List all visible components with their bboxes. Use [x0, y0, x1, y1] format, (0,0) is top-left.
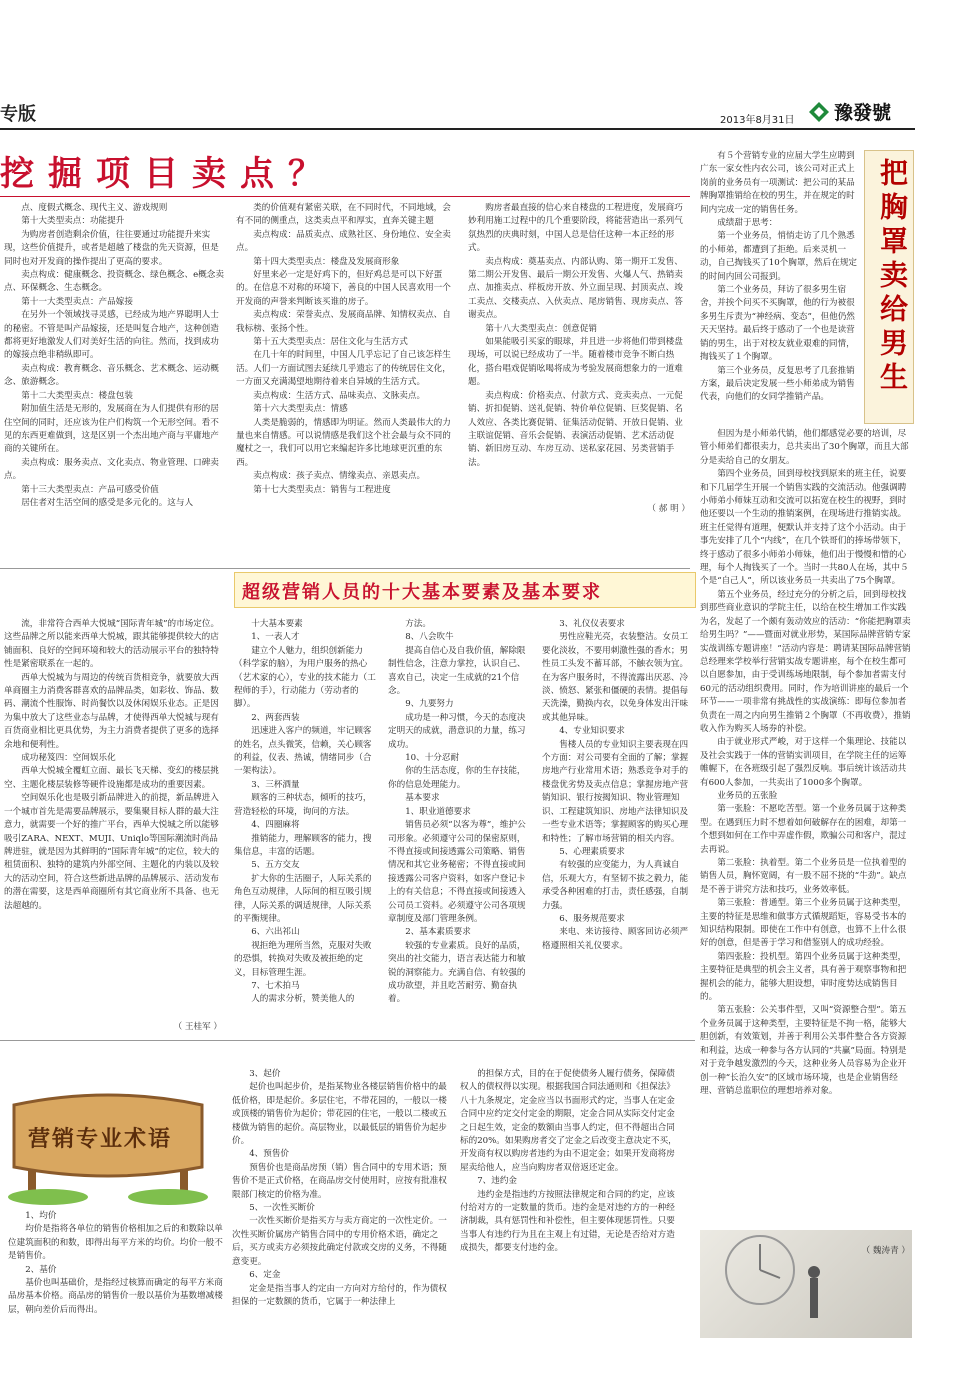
article3-col1-paragraph: 1、一表人才 [251, 632, 300, 643]
article3-col2-paragraph: 成功是一种习惯，今天的态度决定明天的成就，潜意识的力量，练习成功。 [388, 712, 526, 750]
brand-diamond-icon [808, 101, 830, 123]
article1-col2-paragraph: 卖点构成：品质卖点、成熟社区、身份地位、安全卖点。 [236, 229, 451, 254]
article1-col3 [468, 202, 690, 522]
article5-col-bottom [700, 428, 912, 1268]
article3-col1-paragraph: 3、三杯酒量 [251, 779, 300, 790]
issue-date: 2013年8月31日 [720, 115, 795, 126]
article1-col3-paragraph: 第十八大类型卖点：创意促销 [485, 323, 597, 334]
article5-col-bottom-paragraph: 但因为是小师弟代销，他们都感觉必要的培训，尽管小师弟们都很卖力，总共卖出了30个胸罩，而且大部分是卖给自己的女朋友。 [700, 429, 909, 466]
article3-col3-paragraph: 男性应鞋光亮，衣装整洁。女员工要化淡妆，不要用刺激性强的香水；男性员工头发不蓄耳部，不触衣领为宜。在为客户服务时，不得流露出厌恶、冷淡、愤怒、紧张和僵硬的表情。提倡每天洗澡，勤换内衣，以免身体发出汗味或其他异味。 [542, 632, 689, 723]
article5-title: 把胸罩卖给男生 [876, 158, 909, 396]
article3-col1-paragraph: 顾客的三种状态，倾听的技巧，营造轻松的环境，询问的方法。 [234, 793, 372, 817]
article1-col1-paragraph: 点、度假式概念、现代主义、游戏规则 [21, 203, 168, 213]
article3-col1-paragraph: 2、两套西装 [251, 712, 300, 723]
article1-col2 [236, 202, 456, 562]
article4-col2-paragraph: 4、预售价 [249, 1149, 290, 1160]
article2-col1-paragraph: 空间娱乐化也是吸引新品牌进入的前提，新品牌进入一个城市首先是需要品牌展示，要集聚目标人群的最大注意力，就需要一个好的推广平台，西单大悦城之所以能够吸引ZARA、NEXT、MUJI、Uniqlo等国际潮流时尚品牌进驻，就是因为其鲜明的“国际青年城”的定位，较大的租赁面积、独特的建筑内外部空间、主题化的内装以及较大的活动空间，符合这些新进品牌的品牌展示、活动发布的潜在需要，这是西单商圈所有其它商业所不具备、也无法超越的。 [4, 793, 220, 911]
article5-col-top-paragraph: 第二个业务员，拜访了很多男生宿舍，并挨个问买不买胸罩，他的行为被很多男生斥责为“神经病、变态”，但他仍然天天坚持。最后终于感动了一个也是读营销的男生，出于对校友就业艰难的同情，掏钱买了１个胸罩。 [700, 285, 855, 363]
article5-col-top-paragraph: 有５个营销专业的应届大学生应聘到广东一家女性内衣公司，该公司对正式上岗前的业务员有一项测试：把公司的某品牌胸罩推销给在校的男生，并在规定的时间内完成一定的销售任务。 [700, 151, 855, 215]
article3-col2 [388, 618, 534, 1028]
article5-col-top-paragraph: 第一个业务员，悄悄走访了几个熟悉的小师弟，都遭到了拒绝。后来灵机一动，自己掏钱买了10个胸罩，然后在规定的时间内回公司报到。 [700, 231, 858, 282]
article3-col1-paragraph: 5、五方交友 [251, 860, 300, 871]
article5-col-top-paragraph: 成绩甜于思考： [717, 218, 778, 229]
article1-col2-paragraph: 第十六大类型卖点：情感 [253, 404, 348, 415]
article1-col2-paragraph: 卖点构成：荣誉卖点、发展商品牌、知情权卖点、自我标榜、张扬个性。 [236, 310, 451, 334]
article4-col3-paragraph: 的担保方式，目的在于促使债务人履行债务，保障债权人的债权得以实现。根据我国合同法通则和《担保法》八十九条规定，定金应当以书面形式约定，当事人在定金合同中应约定交付定金的期限，定金合同从实际交付定金之日起生效，定金的数额由当事人约定，但不得超出合同标的20%。如果购房者交了定金之后改变主意决定不买，开发商有权以购房者违约为由不退定金；如果开发商将房屋卖给他人，应当向购房者双倍返还定金。 [460, 1069, 677, 1173]
article4-col3-paragraph: 7、违约金 [477, 1176, 518, 1187]
article3-col1-paragraph: 十大基本要素 [251, 619, 303, 629]
article1-col3-paragraph: 卖点构成：奠基卖点、内部认购、第一期开工发售、第二期公开发售、最后一期公开发售、火爆人气、热销卖点、加推卖点、样板房开放、外立面呈现、封顶卖点、竣工卖点、交楼卖点、入伙卖点、尾房销售、现房卖点、答谢卖点。 [468, 256, 683, 321]
article3-col1-paragraph: 4、四圈麻将 [251, 820, 300, 831]
article5-col-bottom-paragraph: 第二张脸：执着型。第二个业务员是一位执着型的销售人员，胸怀宽阔，有一股不屈不挠的“牛劲”。缺点是不善于讲究方法和技巧，业务效率低。 [700, 858, 907, 895]
article1-col2-paragraph: 第十四大类型卖点：楼盘及发展商形象 [253, 256, 400, 267]
article3-col2-paragraph: 8、八会吹牛 [405, 632, 454, 643]
article1-col1-paragraph: 第十一大类型卖点：产品嫁接 [21, 296, 133, 307]
article3-col1-paragraph: 推销能力，理解顾客的能力，搜集信息，丰富的话题。 [234, 833, 372, 857]
article4-col2-paragraph: 起价也叫起步价，是指某物业各楼层销售价格中的最低价格，即是起价。多层住宅，不带花园的，一般以一楼或顶楼的销售价为起价；带花园的住宅，一般以二楼或五楼做为销售的起价。高层物业，以最低层的销售价为起步价。 [232, 1082, 447, 1147]
article5-col-top-paragraph: 第三个业务员，反复思考了几套推销方案，最后决定发展一些小师弟成为销售代表，向他们的女同学推销产品。 [700, 365, 855, 403]
article3-col3-paragraph: 来电、来访接待、顾客回访必须严格遵照相关礼仪要求。 [542, 927, 689, 951]
article5-col-top [700, 150, 860, 435]
article3-col2-paragraph: 较强的专业素质。良好的品质，突出的社交能力，语言表达能力和敏锐的洞察能力。充满自信、有较强的成功欲望，并且吃苦耐劳、勤奋执着。 [388, 940, 526, 1005]
article4-col3-paragraph: 违约金是指违约方按照法律规定和合同的约定，应该付给对方的一定数量的货币。违约金是对违约方的一种经济制裁，具有惩罚性和补偿性，但主要体现惩罚性。只要当事人有违约行为且在主观上有过错，无论是否给对方造成损失，都要支付违约金。 [460, 1189, 675, 1254]
article5-col-bottom-paragraph: 第三张脸：普通型。第三个业务员属于这种类型，主要的特征是思维和做事方式循规蹈矩，容易受书本的知识结构限制。即使在工作中有创意，也算不上什么很好的创意，但是善于学习和借鉴别人的成功经验。 [700, 898, 907, 949]
article2-col1-paragraph: 西单大悦城全覆虹立面、最长飞天梯、变幻的楼层挑空、主题化楼层装修等硬件设施都是成功的重要因素。 [4, 766, 219, 790]
article1-rule [0, 196, 690, 197]
article1-col2-paragraph: 好里来必一定是好鸡下的，但好鸡总是可以下好蛋的。在信息不对称的环境下，善良的中国人民喜欢用一个开发商的声誉来判断该买谁的房子。 [236, 270, 451, 307]
article3-col3-paragraph: 6、服务规范要求 [559, 913, 625, 924]
article5-col-bottom-paragraph: 业务员的五张脸 [717, 790, 778, 801]
article4-col3 [460, 1068, 682, 1308]
article3-col2-paragraph: 销售员必须“以客为尊”，维护公司形象。必须遵守公司的保密原则，不得直接或间接透露公司策略、销售情况和其它业务秘密；不得直接或间接透露公司客户资料，如客户登记卡上的有关信息；不得直接或间接透入公司员工资料。必须遵守公司各项规章制度及部门管理条例。 [388, 820, 526, 924]
article2-col1 [4, 618, 226, 1023]
article1-col1 [4, 202, 224, 562]
article3-col3 [542, 618, 692, 1028]
article2-col1-paragraph: 流，非常符合西单大悦城“国际青年城”的市场定位。这些品牌之所以能来西单大悦城，跟其能够提供较大的店铺面积、良好的空间环境和较大的活动展示平台的独特特性是紧密联系在一起的。 [4, 619, 220, 670]
article4-col1 [8, 1210, 226, 1340]
article1-col3-paragraph: 如果能吸引买家的眼球，并且进一步将他们带到楼盘现场，可以说已经成功了一半。随着楼市竞争不断白热化，搭台唱戏促销吆喝将成为考验发展商想象力的一道难题。 [468, 337, 683, 388]
article3-col1-paragraph: 人的需求分析，赞美他人的 [251, 994, 355, 1005]
article3-col1-paragraph: 视拒绝为理所当然，克服对失败的恐惧，转换对失败及被拒绝的定义，目标管理生涯。 [234, 940, 372, 978]
brand-logo [808, 98, 891, 125]
article5-col-bottom-paragraph: 由于就业形式严峻，对于这样一个集理论、技能以及社会实践于一体的营销实训项目，在学院主任的运筹帷幄下，在各班级引起了强烈反响。事后统计该活动共有600人参加，一共卖出了1000多个胸罩。 [700, 737, 907, 788]
article3-col1-paragraph: 7、七术拍马 [251, 980, 300, 991]
article5-col-bottom-paragraph: 第五个业务员，经过充分的分析之后，回到母校找到那些商业意识的学院主任，以给在校生增加工作实践为名，发起了一个颇有轰动效应的活动：“你能把胸罩卖给男生吗？”——暨面对就业形势，某国际品牌营销专家实战训练专题讲座！”活动内容是：聘请某国际品牌营销总经理来学校举行营销实战专题讲座，每个在校生都可以自愿参加，由于受训练场地限制，每个参加者需支付60元的活动组织费用。同时，作为培训讲座的最后一个环节——一项非常有挑战性的实战演练：即每位参加者负责在一周之内向男生推销２个胸罩（不再收费），推销收入作为购买人场券的补偿。 [700, 589, 911, 734]
article4-col2-paragraph: 6、定金 [249, 1270, 281, 1281]
article1-author: （ 郝 明 ） [647, 504, 690, 514]
article3-col2-paragraph: 你的生活态度，你的生存技能，你的信息处理能力。 [388, 766, 526, 790]
article3-col1-paragraph: 6、六出祁山 [251, 927, 300, 938]
article3-col2-paragraph: 1、职业道德要求 [405, 806, 471, 817]
article3-col2-paragraph: 方法。 [405, 619, 431, 629]
article1-col1-paragraph: 附加值生活是无形的，发展商在为人们提供有形的居住空间的同时，还应该为住户们构筑一个无形空间。看不见的东西更难做到，这是区别一个杰出地产商与平庸地产商的关键所在。 [4, 404, 219, 455]
article1-col2-paragraph: 第十七大类型卖点：销售与工程进度 [253, 484, 391, 495]
article1-col2-paragraph: 卖点构成：孩子卖点、情缘卖点、亲恩卖点。 [253, 471, 426, 482]
article1-col2-paragraph: 类的价值观有紧密关联，在不同时代，不同地域，会有不同的侧重点，这类卖点平和厚实，直奔关键主题 [236, 203, 451, 227]
article4-col1-paragraph: 2、基价 [25, 1264, 57, 1275]
article5-col-bottom-paragraph: 第四个业务员，回到母校找到原来的班主任，说要和下几届学生开展一个销售实践的交流活动。他强调聘小师弟小师妹互动和交流可以拓宽在校生的视野，到时他还要以一个生动的推销案例，在现场进行推销实战。班主任觉得有道理，便默认并支持了这个小活动。由于事先安排了几个“内线”，在几个铁哥们的捧场带领下，终于感动了很多小师弟小师妹，他们出于慢慢和惜的心理，每个人掏钱买了一个。当时一共80人在场，其中５个是“自己人”，所以该业务员一共卖出了75个胸罩。 [700, 469, 909, 587]
article1-col2-paragraph: 第十五大类型卖点：居住文化与生活方式 [253, 337, 408, 348]
article1-col1-paragraph: 卖点构成：教育概念、音乐概念、艺术概念、运动概念、旅游概念。 [4, 363, 219, 388]
article4-title: 营销专业术语 [28, 1127, 173, 1152]
article1-col1-paragraph: 卖点构成：服务卖点、文化卖点、物业管理、口碑卖点。 [4, 457, 219, 482]
article4-col2-paragraph: 定金是指当事人约定由一方向对方给付的，作为债权担保的一定数额的货币，它属于一种法律上 [232, 1283, 447, 1307]
article3-title: 超级营销人员的十大基本要素及基本要求 [242, 582, 602, 603]
article1-col2-paragraph: 人类是脆弱的，情感即为明证。然而人类最伟大的力量也来自情感。可以说情感是我们这个社会最与众不同的魔杖之一，我们可以用它来编起许多比地球更沉重的东西。 [236, 417, 451, 468]
article3-col1-paragraph: 迅速进入客户的频道，牢记顾客的姓名，点头微笑，信赖，关心顾客的利益，仪表、热诚，情绪同步（合一架构法）。 [234, 726, 372, 777]
article4-col1-paragraph: 均价是指将各单位的销售价格相加之后的和数除以单位建筑面积的和数，即得出每平方米的均价。均价一般不是销售价。 [8, 1224, 223, 1262]
section-label: 专版 [0, 104, 36, 125]
article5-col-bottom-paragraph: 第一张脸：不愿吃苦型。第一个业务员属于这种类型。在遇到压力时不想着如何破解存在的困难，却第一个想到如何在工作中弄虚作假，欺骗公司和客户，混过去再说。 [700, 804, 907, 855]
article3-bottom-rule [0, 1040, 695, 1041]
article3-col3-paragraph: 3、礼仪仪表要求 [559, 619, 625, 629]
article3-col2-paragraph: 10、十分忍耐 [405, 753, 460, 764]
article4-col2-paragraph: 3、起价 [249, 1069, 281, 1079]
article5-author: （ 魏涛青 ） [861, 1246, 910, 1256]
article1-col3-paragraph: 购房者最直接的信心来自楼盘的工程进度，发展商巧妙利用施工过程中的几个重要阶段，将能营造出一系列气氛热烈的庆典时刻，中国人总是信任这种一本正经的形式。 [468, 203, 683, 254]
article3-col2-paragraph: 2、基本素质要求 [405, 927, 471, 938]
article5-col-bottom-paragraph: 第五张脸：公关事件型，又叫“资源整合型”。第五个业务员属于这种类型，主要特征是不拘一格，能够大胆创新，有效策划，并善于利用公关事件整合各方资源和利益，达成一种参与各方认同的“共赢”局面。特别是对于竞争越发激烈的今天，这种业务人员容易为企业开创一种“长治久安”的区域市场环境，也是企业销售经理、营销总监职位的理想培养对象。 [700, 1005, 907, 1096]
article3-col1-paragraph: 建立个人魅力，组织创新能力（科学家的脑），为用户服务的热心（艺术家的心），专业的技术能力（工程师的手），行动能力（劳动者的脚）。 [234, 645, 376, 710]
article1-col1-paragraph: 卖点构成：健康概念、投资概念、绿色概念、e概念卖点、环保概念、生态概念。 [4, 270, 224, 294]
article1-col1-paragraph: 第十三大类型卖点：产品可感受价值 [21, 484, 159, 495]
article1-col3-paragraph: 卖点构成：价格卖点、付款方式、竞卖卖点、一元促销、折扣促销、送礼促销、特价单位促销、巨奖促销、名人效应、各类比赛促销、征集活动促销、开放日促销、业主联谊促销、音乐会促销、表演活动促销、艺术活动促销、新旧房互动、车房互动、送私家花园、另类营销手法。 [468, 390, 683, 468]
article1-col1-paragraph: 为购房者创造剩余价值，往往要通过功能提升来实现，这些价值提升，或者是超越了楼盘的先天资源，但是同时也对开发商的操作提出了更高的要求。 [4, 229, 219, 267]
article3-col2-paragraph: 基本要求 [405, 793, 440, 804]
article1-title: 挖掘项目卖点？ [0, 154, 336, 194]
article2-col1-paragraph: 西单大悦城为与周边的传统百货相竞争，就要放大西单商圈主力消费客群喜欢的品牌品类，如彩妆、饰品、数码、潮流个性服饰、时尚餐饮以及休闲娱乐业态。正是因为集中放大了这些业态与品牌，才使得西单大悦城与现有百货商业相比更具优势，为主力消费者提供了更多的选择余地和便利性。 [4, 672, 219, 750]
article3-col3-paragraph: 售楼人员的专业知识主要表现在四个方面：对公司要有全面的了解；掌握房地产行业常用术语；熟悉竞争对手的楼盘优劣势及卖点信息；掌握房地产营销知识、银行按揭知识、物业管理知识、工程建筑知识、房地产法律知识及一些专业术语等；掌握顾客的购买心理和特性；了解市场营销的相关内容。 [542, 739, 689, 844]
article4-col2-paragraph: 一次性买断价是指买方与卖方商定的一次性定价。一次性买断价属房产销售合同中的专用价格术语，确定之后，买方或卖方必须按此确定付款或交房的义务，不得随意变更。 [232, 1216, 447, 1267]
article4-col1-paragraph: 基价也叫基础价，是指经过核算而确定的每平方米商品房基本价格。商品房的销售价一般以基价为基数增减楼层，朝向差价后而得出。 [8, 1278, 223, 1315]
article3-col3-paragraph: 有较强的应变能力，为人真诚自信，乐观大方，有坚韧不拔之毅力，能承受各种困难的打击，责任感强，自制力强。 [542, 860, 689, 911]
article4-col2-paragraph: 5、一次性买断价 [249, 1203, 315, 1214]
article3-col3-paragraph: 4、专业知识要求 [559, 726, 625, 737]
article3-col3-paragraph: 5、心理素质要求 [559, 846, 625, 857]
article4-col2-paragraph: 预售价也是商品房预（销）售合同中的专用术语；预售价不是正式价格，在商品房交付使用时，应按有批准权限部门核定的价格为准。 [232, 1162, 447, 1200]
article2-author: （ 王桂军 ） [173, 1022, 222, 1032]
article3-col1-paragraph: 扩大你的生活圈子，人际关系的角色互动规律，人际间的相互吸引规律，人际关系的调适规律，人际关系的平衡规律。 [234, 873, 372, 924]
article2-col1-paragraph: 成功秘笈四：空间娱乐化 [21, 753, 116, 764]
header-rule [0, 128, 915, 130]
article3-col1 [234, 618, 380, 1028]
article1-col1-paragraph: 居住者对生活空间的感受是多元化的。这与人 [21, 497, 194, 508]
article3-col2-paragraph: 9、九要努力 [405, 699, 454, 710]
article1-col2-paragraph: 卖点构成：生活方式、品味卖点、文脉卖点。 [253, 390, 426, 401]
article4-col1-paragraph: 1、均价 [25, 1211, 57, 1221]
article1-col1-paragraph: 第十大类型卖点：功能提升 [21, 216, 125, 227]
article1-bottom-rule [0, 568, 690, 569]
brand-name: 豫發號 [834, 102, 892, 124]
article5-col-bottom-paragraph: 第四张脸：投机型。第四个业务员属于这种类型，主要特征是典型的机会主义者，具有善于观察事物和把握机会的能力，能够大胆设想，审时度势达成销售目的。 [700, 951, 907, 1003]
article1-col2-paragraph: 在几十年的时间里，中国人几乎忘记了自己该怎样生活。人们一方面试图去延续几乎遗忘了的传统居住文化，一方面又充满渴望地期待着来自异域的生活方式。 [236, 350, 451, 388]
article1-col1-paragraph: 第十二大类型卖点：楼盘包装 [21, 390, 133, 401]
article1-col1-paragraph: 在另外一个领域找寻灵感，已经成为地产界聪明人士的秘密。不管是叫产品嫁接，还是叫复合地产，这种创造都将更好地激发人们对美好生活的向往。然而，找到成功的嫁接点绝非稍纵即可。 [4, 310, 219, 361]
article3-col2-paragraph: 提高自信心及自我价值，解除限制性信念，注意力掌控，认识自己、喜欢自己，决定一生成就的21个信念。 [388, 645, 526, 697]
article4-col2 [232, 1068, 452, 1348]
